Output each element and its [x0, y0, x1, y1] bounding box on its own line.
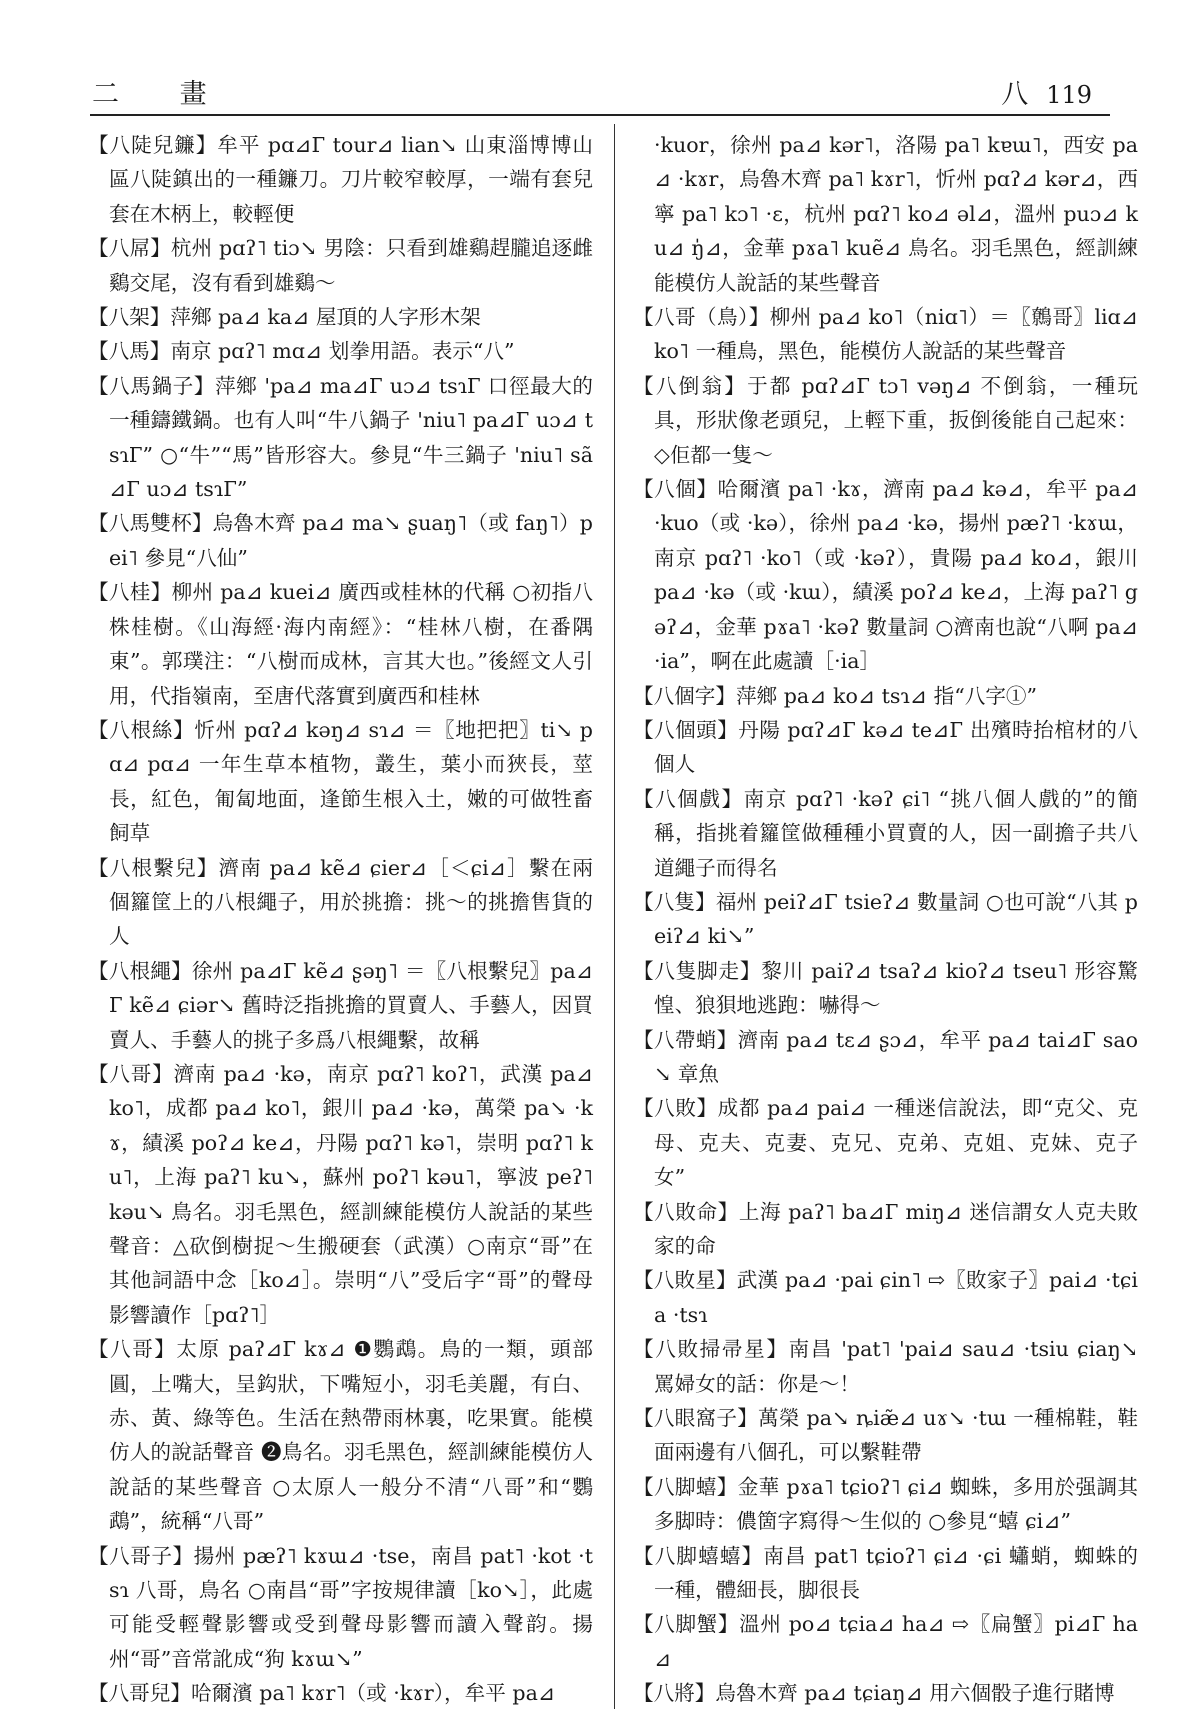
dictionary-entry: 【八架】萍鄉 pa⊿ ka⊿ 屋頂的人字形木架: [88, 305, 481, 330]
dictionary-entry: 【八個】哈爾濱 pa˥ ·kɤ，濟南 pa⊿ kə⊿，牟平 pa⊿ ·kuo（或 ·kə），徐州 pa⊿ ·kə，揚州 pæʔ˥ ·kɤɯ，南京 pɑʔ˥ ·ko˥（或 ·kəʔ），貴陽 pa⊿ ko⊿，銀川 pa⊿ ·kə（或 ·kɯ），績溪 poʔ⊿ ke⊿，上海 paʔ˥ gəʔ⊿，金華 pɤa˥ ·kəʔ 數量詞 ○濟南也說“八啊 pa⊿ ·ia”，啊在此處讀［·ia］: [633, 477, 1138, 674]
dictionary-entry: 【八屌】杭州 pɑʔ˥ tiɔ↘ 男陰：只看到雄鷄趕朧追逐雌鷄交尾，沒有看到雄鷄～: [88, 236, 593, 295]
page-number: 119: [1046, 81, 1092, 109]
dictionary-entry: 【八個字】萍鄉 pa⊿ ko⊿ tsɿ⊿ 指“八字①”: [633, 683, 1038, 708]
dictionary-entry: 【八眼窩子】萬榮 pa↘ ȵiæ̃⊿ uɤ↘ ·tɯ 一種棉鞋，鞋面兩邊有八個孔，可以繫鞋帶: [633, 1406, 1138, 1465]
dictionary-entry: 【八陡兒鐮】牟平 pɑ⊿Г tour⊿ lian↘ 山東淄博博山區八陡鎮出的一種鐮刀。刀片較窄較厚，一端有套兒套在木柄上，較輕便: [88, 133, 593, 226]
dictionary-entry: 【八脚蟢蟢】南昌 pat˥ tɕioʔ˥ ɕi⊿ ·ɕi 蠨蛸，蜘蛛的一種，體細長，脚很長: [633, 1543, 1138, 1603]
dictionary-entry: 【八馬鍋子】萍鄉 'pa⊿ ma⊿Г uɔ⊿ tsɿГ 口徑最大的一種鑄鐵鍋。也有人叫“牛八鍋子 'niu˥ pa⊿Г uɔ⊿ tsɿГ” ○“牛”“馬”皆形容大。參見“牛三鍋子 'niu˥ sã⊿Г uɔ⊿ tsɿГ”: [88, 373, 593, 502]
dictionary-entry: 【八敗】成都 pa⊿ pai⊿ 一種迷信說法，即“克父、克母、克夫、克妻、克兄、克弟、克姐、克妹、克子女”: [633, 1096, 1138, 1190]
dictionary-entry: 【八敗星】武漢 pa⊿ ·pai ɕin˥ ⇨〖敗家子〗pai⊿ ·tɕia ·tsɿ: [633, 1268, 1138, 1327]
dictionary-entry: 【八根繫兒】濟南 pa⊿ kẽ⊿ ɕier⊿［＜ɕi⊿］繫在兩個籮筐上的八根繩子，用於挑擔：挑～的挑擔售貨的人: [88, 855, 593, 949]
dictionary-entry: 【八哥兒】哈爾濱 pa˥ kɤr˥（或 ·kɤr），牟平 pa⊿: [88, 1681, 556, 1706]
dictionary-entry: 【八脚蟢】金華 pɤa˥ tɕioʔ˥ ɕi⊿ 蜘蛛，多用於强調其多脚時：儂箇字寫得～生似的 ○參見“蟢 ɕi⊿”: [633, 1474, 1138, 1534]
right-column: [633, 128, 1138, 1711]
dictionary-entry: 【八將】烏魯木齊 pa⊿ tɕiaŋ⊿ 用六個骰子進行賭博: [633, 1681, 1115, 1706]
dictionary-entry-continued: ·kuor，徐州 pa⊿ kər˥，洛陽 pa˥ kɐɯ˥，西安 pa⊿ ·kɤr，烏魯木齊 pa˥ kɤr˥，忻州 pɑʔ⊿ kər⊿，西寧 pa˥ kɔ˥ ·ɛ，杭州 pɑʔ˥ ko⊿ əl⊿，溫州 puɔ⊿ ku⊿ ŋ̍⊿，金華 pɤa˥ kuẽ⊿ 鳥名。羽毛黑色，經訓練能模仿人說話的某些聲音: [654, 133, 1138, 295]
left-column: [88, 128, 593, 1711]
section-title: 二 畫: [92, 79, 233, 110]
dictionary-entry: 【八隻】福州 peiʔ⊿Г tsieʔ⊿ 數量詞 ○也可說“八其 peiʔ⊿ ki↘”: [633, 889, 1138, 949]
dictionary-entry: 【八帶蛸】濟南 pa⊿ tɛ⊿ ʂɔ⊿，牟平 pa⊿ tai⊿Г sao↘ 章魚: [633, 1027, 1138, 1086]
dictionary-entry: 【八個頭】丹陽 pɑʔ⊿Г kə⊿ te⊿Г 出殯時抬棺材的八個人: [633, 717, 1138, 777]
dictionary-entry: 【八哥（鳥）】柳州 pa⊿ ko˥（niɑ˥）＝〖鷯哥〗liɑ⊿ ko˥ 一種鳥，黑色，能模仿人說話的某些聲音: [633, 305, 1138, 364]
dictionary-entry: 【八倒翁】于都 pɑʔ⊿Г tɔ˥ vəŋ⊿ 不倒翁，一種玩具，形狀像老頭兒，上輕下重，扳倒後能自己起來：◇佢都一隻～: [633, 373, 1138, 467]
dictionary-entry: 【八根絲】忻州 pɑʔ⊿ kəŋ⊿ sɿ⊿ ＝〖地把把〗ti↘ pɑ⊿ pɑ⊿ 一年生草本植物，叢生，葉小而狹長，莖長，紅色，匍匐地面，逢節生根入土，嫩的可做牲畜飼草: [88, 717, 593, 846]
page-info: [1001, 72, 1092, 111]
dictionary-entry: 【八馬雙杯】烏魯木齊 pa⊿ ma↘ ʂuaŋ˥（或 faŋ˥）pei˥ 參見“八仙”: [88, 511, 593, 570]
dictionary-entry: 【八脚蟹】溫州 po⊿ tɕia⊿ ha⊿ ⇨〖扁蟹〗pi⊿Г ha⊿: [633, 1612, 1138, 1671]
page-header: [90, 66, 1110, 116]
dictionary-entry: 【八根繩】徐州 pa⊿Г kẽ⊿ ʂəŋ˥ ＝〖八根繫兒〗pa⊿Г kẽ⊿ ɕiər↘ 舊時泛指挑擔的買賣人、手藝人，因買賣人、手藝人的挑子多爲八根繩繫，故稱: [88, 958, 593, 1052]
dictionary-entry: 【八敗命】上海 paʔ˥ ba⊿Г miŋ⊿ 迷信謂女人克夫敗家的命: [633, 1199, 1138, 1258]
dictionary-entry: 【八哥】濟南 pa⊿ ·kə，南京 pɑʔ˥ koʔ˥，武漢 pa⊿ ko˥，成都 pa⊿ ko˥，銀川 pa⊿ ·kə，萬榮 pa↘ ·kɤ，績溪 poʔ⊿ ke⊿，丹陽 pɑʔ˥ kə˥，崇明 pɑʔ˥ ku˥，上海 paʔ˥ ku↘，蘇州 poʔ˥ kəu˥，寧波 peʔ˥ kəu↘ 鳥名。羽毛黑色，經訓練能模仿人說話的某些聲音：△砍倒樹捉～生搬硬套（武漢）○南京“哥”在其他詞語中念［ko⊿］。崇明“八”受后字“哥”的聲母影響讀作［pɑʔ˥］: [88, 1061, 593, 1327]
column-divider: [614, 124, 615, 1709]
dictionary-entry: 【八桂】柳州 pa⊿ kuei⊿ 廣西或桂林的代稱 ○初指八株桂樹。《山海經·海内南經》：“桂林八樹，在番隅東”。郭璞注：“八樹而成林，言其大也。”後經文人引用，代指嶺南，至唐代落實到廣西和桂林: [88, 580, 593, 708]
dictionary-entry: 【八哥子】揚州 pæʔ˥ kɤɯ⊿ ·tse，南昌 pat˥ ·kot ·tsɿ 八哥，鳥名 ○南昌“哥”字按規律讀［ko↘］，此處可能受輕聲影響或受到聲母影響而讀入聲韵。揚州“哥”音常訛成“狗 kɤɯ↘”: [88, 1543, 593, 1671]
dictionary-entry: 【八敗掃帚星】南昌 'pat˥ 'pai⊿ sau⊿ ·tsiu ɕiaŋ↘ 罵婦女的話：你是～！: [633, 1337, 1138, 1396]
header-character: 八: [1001, 79, 1029, 110]
dictionary-entry: 【八隻脚走】黎川 paiʔ⊿ tsaʔ⊿ kioʔ⊿ tseu˥ 形容驚惶、狼狽地逃跑：嚇得～: [633, 958, 1138, 1018]
dictionary-entry: 【八個戲】南京 pɑʔ˥ ·kəʔ ɕi˥ “挑八個人戲的”的簡稱，指挑着籮筐做種種小買賣的人，因一副擔子共八道繩子而得名: [633, 786, 1138, 880]
dictionary-entry: 【八馬】南京 pɑʔ˥ mɑ⊿ 划拳用語。表示“八”: [88, 339, 515, 364]
dictionary-entry: 【八哥】太原 paʔ⊿Г kɤ⊿ ❶鸚鵡。鳥的一類，頭部圓，上嘴大，呈鈎狀，下嘴短小，羽毛美麗，有白、赤、黃、綠等色。生活在熱帶雨林裏，吃果實。能模仿人的說話聲音 ❷鳥名。羽毛黑色，經訓練能模仿人說話的某些聲音 ○太原人一般分不清“八哥”和“鸚鵡”，統稱“八哥”: [88, 1337, 593, 1534]
